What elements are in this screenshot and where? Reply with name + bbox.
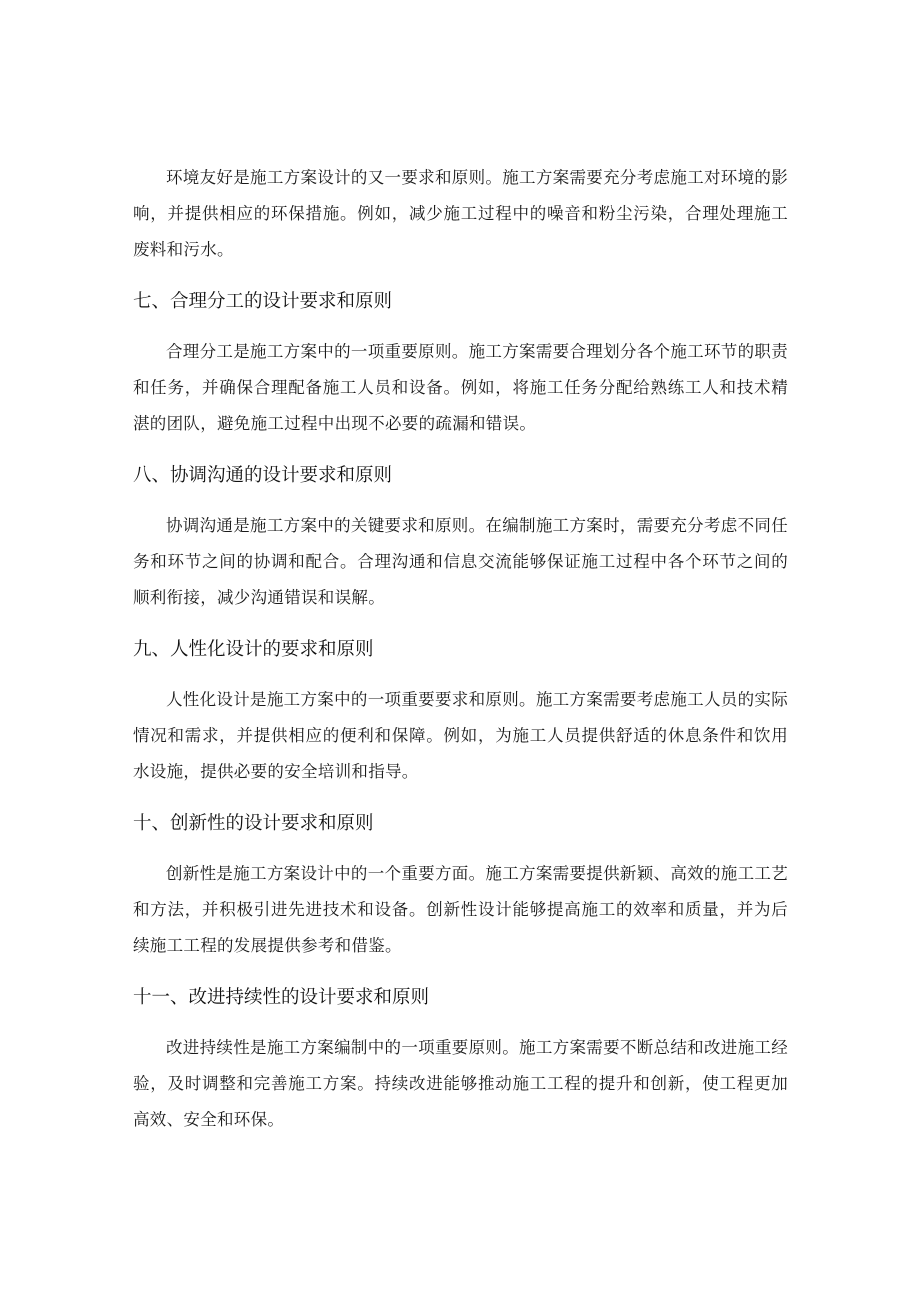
intro-paragraph: 环境友好是施工方案设计的又一要求和原则。施工方案需要充分考虑施工对环境的影响，并提供相应的环保措施。例如，减少施工过程中的噪音和粉尘污染，合理处理施工废料和污水。 [133, 168, 788, 259]
section-heading-8: 八、协调沟通的设计要求和原则 [133, 465, 393, 486]
section-heading-7: 七、合理分工的设计要求和原则 [133, 291, 393, 312]
section-paragraph-10: 创新性是施工方案设计中的一个重要方面。施工方案需要提供新颖、高效的施工工艺和方法，并积极引进先进技术和设备。创新性设计能够提高施工的效率和质量，并为后续施工工程的发展提供参考和借鉴。 [133, 864, 788, 955]
section-heading-10: 十、创新性的设计要求和原则 [133, 813, 374, 834]
section-paragraph-7: 合理分工是施工方案中的一项重要原则。施工方案需要合理划分各个施工环节的职责和任务，并确保合理配备施工人员和设备。例如，将施工任务分配给熟练工人和技术精湛的团队，避免施工过程中出现不必要的疏漏和错误。 [133, 342, 788, 433]
document-page [133, 160, 788, 1138]
section-paragraph-8: 协调沟通是施工方案中的关键要求和原则。在编制施工方案时，需要充分考虑不同任务和环节之间的协调和配合。合理沟通和信息交流能够保证施工过程中各个环节之间的顺利衔接，减少沟通错误和误解。 [133, 516, 788, 607]
section-heading-11: 十一、改进持续性的设计要求和原则 [133, 987, 430, 1008]
section-paragraph-11: 改进持续性是施工方案编制中的一项重要原则。施工方案需要不断总结和改进施工经验，及时调整和完善施工方案。持续改进能够推动施工工程的提升和创新，使工程更加高效、安全和环保。 [133, 1038, 788, 1129]
section-paragraph-9: 人性化设计是施工方案中的一项重要要求和原则。施工方案需要考虑施工人员的实际情况和需求，并提供相应的便利和保障。例如，为施工人员提供舒适的休息条件和饮用水设施，提供必要的安全培训和指导。 [133, 690, 788, 781]
section-heading-9: 九、人性化设计的要求和原则 [133, 639, 374, 660]
